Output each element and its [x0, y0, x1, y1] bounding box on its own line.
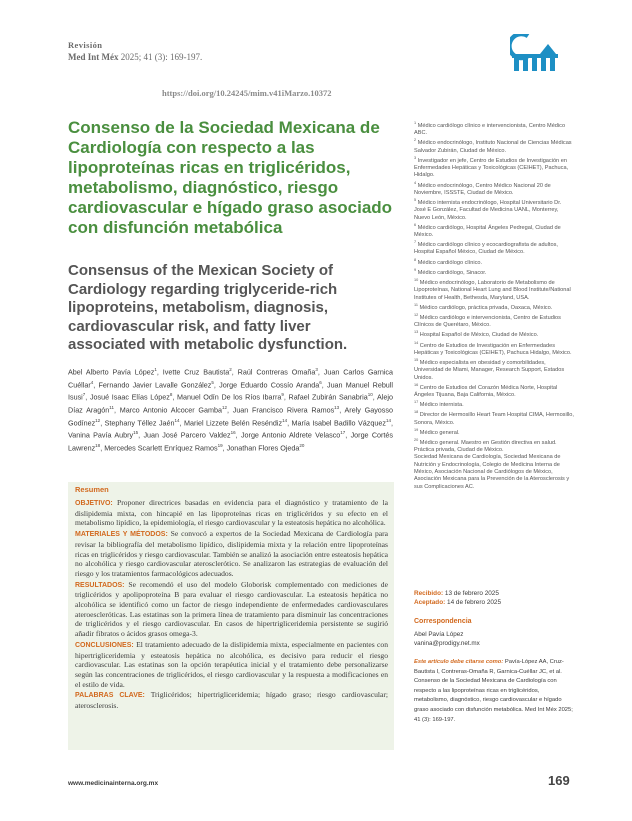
- affiliation-mark: 13: [414, 330, 419, 335]
- affiliation-mark: 1: [414, 121, 417, 125]
- affiliation-mark: 20: [414, 438, 419, 443]
- affiliation-item: [414, 340, 574, 357]
- abstract-section-text: Se recomendó el uso del modelo Globorisk complementado con mediciones de triglicéridos y apolipoproteína B para evaluar el riesgo cardiovascular. La esteatosis hepática no alcohólica se identificó como un factor de riesgo independiente de enfermedades cardiovasculares ateroescleróticas. Las estatinas son la primera línea de tratamiento para disminuir las concentraciones de triglicéridos y el riesgo cardiovascular. En casos de hipertrigliceridemia persistente se sugirió añadir fibratos o ácidos grasos omega-3.: [75, 579, 388, 639]
- abstract-section-label: CONCLUSIONES:: [75, 641, 134, 649]
- affiliation-mark: 7: [414, 240, 417, 245]
- affiliation-item: [414, 302, 574, 312]
- author-affiliation-mark: 18: [95, 443, 101, 449]
- affiliation-text: Hospital Español de México, Ciudad de México.: [419, 332, 539, 339]
- author-name: Juan Francisco Rivera Ramos: [232, 405, 335, 415]
- accepted-label: Aceptado:: [414, 599, 446, 606]
- author-affiliation-mark: 6: [319, 379, 322, 385]
- author-name: Ivette Cruz Bautista: [162, 367, 230, 377]
- author-name: Fernando Javier Lavalle González: [98, 380, 212, 390]
- affiliation-mark: 9: [414, 267, 417, 272]
- author-affiliation-mark: 10: [367, 392, 373, 398]
- footer-website-link[interactable]: www.medicinainterna.org.mx: [68, 780, 159, 787]
- page-number: 169: [548, 773, 570, 788]
- received-value: 13 de febrero 2025: [444, 590, 499, 597]
- author-affiliation-mark: 14: [174, 417, 180, 423]
- affiliation-item: [414, 197, 574, 222]
- author-affiliation-mark: 8: [169, 392, 173, 398]
- journal-name: Med Int Méx: [68, 52, 119, 62]
- abstract-section: [75, 529, 388, 579]
- author-affiliation-mark: 12: [221, 405, 227, 411]
- author-name: Mercedes Scarlett Enríquez Ramos: [104, 443, 218, 453]
- affiliation-mark: 15: [414, 358, 419, 363]
- author-affiliation-mark: 15: [133, 430, 139, 436]
- affiliation-item: [414, 222, 574, 239]
- affiliation-mark: 17: [414, 400, 419, 405]
- affiliation-text: Centro de Estudios del Corazón Médica Norte, Hospital Ángeles Tijuana, Baja California, México.: [414, 384, 558, 398]
- affiliation-item: [414, 409, 574, 426]
- affiliation-mark: 18: [414, 410, 419, 415]
- author-affiliation-mark: 2: [229, 367, 232, 372]
- journal-volume: 2025; 41 (3): 169-197.: [120, 52, 203, 62]
- correspondence-name: Abel Pavía López: [414, 631, 464, 638]
- author-name: Jorge Antonio Aldrete Velasco: [240, 430, 341, 440]
- affiliation-item: [414, 427, 574, 437]
- abstract-section: [75, 498, 388, 528]
- author-affiliation-mark: 7: [82, 392, 86, 398]
- affiliation-text: Médico endocrinólogo, Instituto Nacional de Ciencias Médicas Salvador Zubirán, Ciudad de México.: [414, 140, 572, 154]
- affiliation-text: Médico especialista en obesidad y comorbilidades, Universidad de Miami, Manager, Research Support, Estados Unidos.: [414, 359, 565, 381]
- abstract-section-text: Triglicéridos; hipertrigliceridemia; hígado graso; riesgo cardiovascular; aterosclerosis.: [75, 690, 388, 711]
- author-affiliation-mark: 1: [154, 367, 157, 372]
- abstract-section-label: RESULTADOS:: [75, 581, 125, 589]
- affiliation-item: [414, 180, 574, 197]
- author-name: Jorge Cortés Lawrenz: [68, 430, 393, 453]
- author-name: Stephany Téllez Jaén: [104, 418, 175, 428]
- affiliation-mark: 2: [414, 138, 417, 143]
- affiliation-item: [414, 437, 574, 454]
- author-name: Juan José Parcero Valdez: [143, 430, 231, 440]
- author-name: Manuel Odín De los Ríos Ibarra: [177, 392, 282, 402]
- citation-label: Este artículo debe citarse como:: [414, 659, 504, 665]
- abstract-section-text: Se convocó a expertos de la Sociedad Mexicana de Cardiología para revisar la bibliografía del metabolismo lipídico, dislipidemia mixta y la relación entre lipoproteínas ricas en triglicéridos y riesgo cardiovascular. También se analizó la asociación entre esteatosis hepática no alcohólica y riesgo cardiovascular aterosclerótico. Se analizaron las estrategias de evaluación del riesgo y los tratamientos farmacológicos adecuados.: [75, 529, 389, 578]
- affiliation-text: Médico general. Maestro en Gestión directiva en salud. Práctica privada, Ciudad de México.: [414, 439, 557, 454]
- abstract-section-label: OBJETIVO:: [75, 500, 113, 507]
- affiliation-item: [414, 399, 574, 409]
- affiliation-text: Sociedad Mexicana de Cardiología, Sociedad Mexicana de Nutrición y Endocrinología, Colegio de Medicina Interna de México, Asociación Nacional de Cardiólogos de México, Asociación Mexicana para la Prevención de la Aterosclerosis y sus Complicaciones AC.: [414, 454, 570, 490]
- abstract-section: [75, 690, 388, 710]
- author-name: Rafael Zubirán Sanabria: [288, 392, 368, 402]
- correspondence-details: [414, 631, 574, 648]
- author-name: Raúl Contreras Omaña: [237, 367, 316, 377]
- affiliation-text: Médico cardiólogo clínico y ecocardiografista de adultos, Hospital Español México, Ciudad de México.: [414, 242, 558, 256]
- citation-text: Pavía-López AA, Cruz-Bautista I, Contreras-Omaña R, Garnica-Cuéllar JC, et al. Consenso de la Sociedad Mexicana de Cardiología con respecto a las lipoproteínas ricas en triglicéridos, metabolismo, diagnóstico, riesgo cardiovascular e hígado graso asociado con disfunción metabólica. Med Int Méx 2025; 41 (3): 169-197.: [414, 659, 573, 723]
- affiliation-mark: 12: [414, 312, 419, 317]
- affiliation-list: [414, 120, 574, 491]
- author-name: Juan Carlos Garnica Cuéllar: [68, 367, 394, 390]
- affiliation-text: Médico cardiólogo, práctica privada, Oaxaca, México.: [419, 304, 553, 311]
- author-affiliation-mark: 17: [340, 430, 346, 436]
- author-affiliation-mark: 3: [315, 367, 318, 372]
- affiliation-text: Médico internista endocrinólogo, Hospital Universitario Dr. José E González, Facultad de Medicina UANL, Monterrey, Nuevo León, México.: [414, 199, 562, 221]
- affiliation-item: [414, 357, 574, 382]
- author-name: Alejo Díaz Aragón: [68, 392, 393, 415]
- author-affiliation-mark: 11: [109, 405, 114, 411]
- author-affiliation-mark: 4: [90, 379, 94, 385]
- affiliation-text: Investigador en jefe, Centro de Estudios de Investigación en Enfermedades Hepáticas y Toxicológicas (CEIHET), Pachuca, Hidalgo.: [414, 157, 569, 179]
- author-name: Arely Gayosso Godínez: [68, 405, 393, 428]
- author-affiliation-mark: 14: [385, 417, 391, 423]
- affiliation-mark: 8: [414, 257, 417, 262]
- author-affiliation-mark: 12: [95, 417, 101, 423]
- affiliation-item: [414, 267, 574, 277]
- affiliation-item: [414, 312, 574, 329]
- affiliation-text: Médico endocrinólogo, Centro Médico Nacional 20 de Noviembre, ISSSTE, Ciudad de México.: [414, 182, 551, 196]
- abstract-section-label: PALABRAS CLAVE:: [75, 692, 145, 700]
- abstract-heading: Resumen: [75, 485, 109, 494]
- affiliation-item: [414, 239, 574, 256]
- affiliation-text: Médico cardiólogo, Sinacor.: [417, 269, 487, 276]
- affiliation-text: Médico cardiólogo, Hospital Ángeles Pedregal, Ciudad de México.: [414, 224, 561, 239]
- affiliation-item: [414, 155, 574, 180]
- affiliation-item: [414, 454, 574, 490]
- author-affiliation-mark: 13: [334, 405, 340, 411]
- affiliation-mark: 6: [414, 222, 417, 227]
- affiliation-item: [414, 329, 574, 339]
- affiliation-text: Director de Hermosillo Heart Team Hospital CIMA, Hermosillo, Sonora, México.: [414, 412, 574, 426]
- author-name: Jonathan Flores Ojeda: [226, 443, 300, 453]
- abstract-section-text: El tratamiento adecuado de la dislipidemia mixta, especialmente en pacientes con hipertrigliceridemia y esteatosis hepática no alcohólica, es decisivo para reducir el riesgo cardiovascular. Las estatinas son la opción terapéutica inicial y el tratamiento debe personalizarse según las concentraciones de triglicéridos, el riesgo cardiovascular y la respuesta a modificaciones en el estilo de vida.: [75, 639, 388, 689]
- author-name: Vanina Pavía Aubry: [68, 430, 134, 440]
- affiliation-item: [414, 382, 574, 399]
- accepted-value: 14 de febrero 2025: [447, 599, 502, 606]
- affiliation-text: Médico endocrinólogo, Laboratorio de Metabolismo de Lipoproteínas, National Heart Lung and Blood Institute/National Institutes of Health, Bethesda, Maryland, USA.: [414, 279, 571, 301]
- abstract-body: [75, 498, 388, 712]
- affiliation-item: [414, 257, 574, 267]
- affiliation-text: Centro de Estudios de Investigación en Enfermedades Hepáticas y Toxicológicas (CEIHET), Pachuca Hidalgo, México.: [414, 342, 572, 356]
- author-affiliation-mark: 16: [230, 430, 236, 436]
- affiliation-mark: 16: [414, 382, 419, 387]
- author-affiliation-mark: 20: [299, 443, 305, 449]
- journal-logo-icon: [510, 34, 560, 72]
- author-name: Marco Antonio Alcocer Gamba: [119, 405, 222, 415]
- affiliation-text: Médico cardiólogo e intervencionista, Centro de Estudios Clínicos de Querétaro, México.: [414, 314, 561, 329]
- journal-reference: [68, 52, 202, 62]
- author-affiliation-mark: 5: [211, 379, 214, 385]
- affiliation-item: [414, 277, 574, 302]
- abstract-section: [75, 580, 388, 639]
- affiliation-text: Médico general.: [419, 429, 460, 436]
- affiliation-mark: 4: [414, 180, 417, 185]
- accepted-date: [414, 597, 574, 608]
- author-list: Abel Alberto Pavía López$^1$, Ivette Cruz Bautista$^2$, Raúl Contreras Omaña$^3$, Juan Carlos Garnica Cuéllar$^4$, Fernando Javier Lavalle González$^5$, Jorge Eduardo Cossío Aranda$^6$, Juan Manuel Rebull Isusi$^7$, Josué Isaac Elías López$^8$, Manuel Odín De los Ríos Ibarra$^9$, Rafael Zubirán Sanabria$^{10}$, Alejo Díaz Aragón$^{11}$, Marco Antonio Alcocer Gamba$^{12}$, Juan Francisco Rivera Ramos$^{13}$, Arely Gayosso Godínez$^{12}$, Stephany Téllez Jaén$^{14}$, Mariel Lizzete Belén Reséndiz$^{14}$, María Isabel Badillo Vázquez$^{14}$, Vanina Pavía Aubry$^{15}$, Juan José Parcero Valdez$^{16}$, Jorge Antonio Aldrete Velasco$^{17}$, Jorge Cortés Lawrenz$^{18}$, Mercedes Scarlett Enríquez Ramos$^{19}$, Jonathan Flores Ojeda$^{20}$: [68, 367, 394, 453]
- received-label: Recibido:: [414, 590, 444, 597]
- author-affiliation-mark: 19: [217, 443, 223, 449]
- correspondence-email[interactable]: vanina@prodigy.net.mx: [414, 639, 480, 647]
- affiliation-item: [414, 120, 574, 137]
- affiliation-text: Médico cardiólogo clínico.: [417, 259, 483, 266]
- doi-link[interactable]: https://doi.org/10.24245/mim.v41iMarzo.10372: [162, 88, 332, 98]
- affiliation-mark: 10: [414, 278, 419, 283]
- affiliation-mark: 19: [414, 427, 419, 432]
- article-dates: [414, 588, 574, 608]
- affiliation-mark: 5: [414, 198, 417, 203]
- correspondence-heading: Correspondencia: [414, 618, 472, 625]
- abstract-section-text: Proponer directrices basadas en evidencia para el diagnóstico y tratamiento de la dislipidemia mixta, con hincapié en las lipoproteínas ricas en triglicéridos y su efecto en el metabolismo lipídico, la epidemiología, el riesgo cardiovascular y la esteatosis hepática no alcohólica.: [75, 498, 388, 528]
- author-name: Jorge Eduardo Cossío Aranda: [219, 380, 320, 390]
- author-name: María Isabel Badillo Vázquez: [291, 418, 386, 428]
- citation-note: [414, 658, 574, 725]
- article-title-spanish: Consenso de la Sociedad Mexicana de Cardiología con respecto a las lipoproteínas ricas en triglicéridos, metabolismo, diagnóstico, riesgo cardiovascular e hígado graso asociado con disfunción metabólica: [68, 118, 393, 237]
- affiliation-item: [414, 137, 574, 154]
- author-name: Josué Isaac Elías López: [89, 392, 170, 402]
- abstract-section-label: MATERIALES Y MÉTODOS:: [75, 531, 168, 539]
- affiliation-text: Médico internista.: [419, 402, 464, 409]
- affiliation-mark: 14: [414, 340, 419, 345]
- affiliation-text: Médico cardiólogo clínico e intervencionista, Centro Médico ABC.: [414, 122, 566, 137]
- affiliation-mark: 11: [414, 302, 418, 307]
- author-name: Abel Alberto Pavía López: [68, 367, 155, 377]
- author-name: Mariel Lizzete Belén Reséndiz: [184, 418, 283, 428]
- article-title-english: Consensus of the Mexican Society of Cardiology regarding triglyceride-rich lipoproteins, metabolism, diagnosis, cardiovascular risk, and fatty liver associated with metabolic dysfunction.: [68, 262, 348, 353]
- abstract-section: [75, 640, 388, 690]
- author-name: Juan Manuel Rebull Isusi: [68, 380, 394, 402]
- section-label: Revisión: [68, 40, 103, 50]
- author-affiliation-mark: 9: [281, 392, 284, 398]
- affiliation-mark: 3: [414, 155, 417, 160]
- author-affiliation-mark: 14: [282, 417, 288, 423]
